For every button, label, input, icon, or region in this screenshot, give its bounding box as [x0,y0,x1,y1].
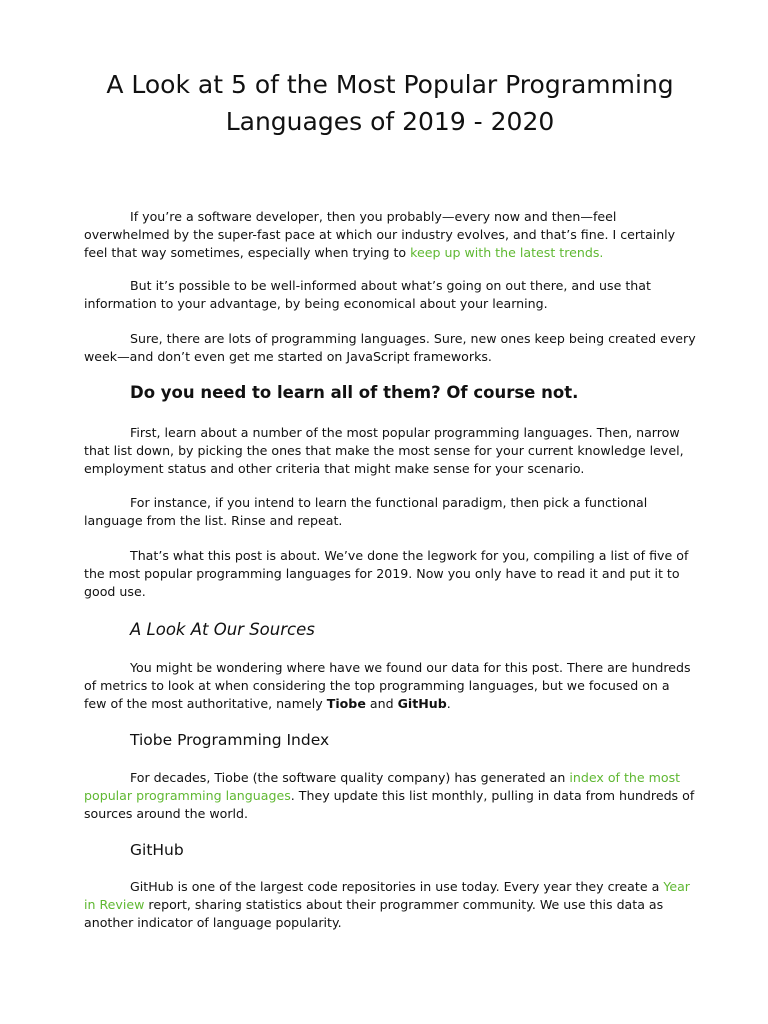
paragraph-github [84,878,696,932]
paragraph-languages: Sure, there are lots of programming languages. Sure, new ones keep being created every week—and don’t even get me started on JavaScript frameworks. [84,331,696,364]
tiobe-index-link[interactable]: index of the most popular programming languages [84,770,681,803]
heading-tiobe: Tiobe Programming Index [130,731,330,749]
trends-link[interactable]: keep up with the latest trends. [410,245,604,260]
paragraph-legwork: That’s what this post is about. We’ve done the legwork for you, compiling a list of five of the most popular programming languages for 2019. Now you only have to read it and put it to good use. [84,548,689,599]
paragraph-instance: For instance, if you intend to learn the functional paradigm, then pick a functional language from the list. Rinse and repeat. [84,495,648,528]
paragraph-tiobe [84,769,696,823]
year-in-review-link[interactable]: Year in Review [84,879,690,912]
paragraph-text: . [446,696,451,711]
heading-github: GitHub [130,841,184,859]
page-title: A Look at 5 of the Most Popular Programming Languages of 2019 - 2020 [106,70,674,136]
paragraph-intro [84,208,696,262]
paragraph-text: report, sharing statistics about their programmer community. We use this data as another indicator of language popularity. [84,897,664,930]
paragraph-text: You might be wondering where have we found our data for this post. There are hundreds of metrics to look at when considering the top programming languages, but we focused on a few of the most authoritative, namely [84,660,691,711]
paragraph-first: First, learn about a number of the most popular programming languages. Then, narrow that list down, by picking the ones that make the most sense for your current knowledge level, employment status and other criteria that might make sense for your scenario. [84,425,684,476]
paragraph-informed: But it’s possible to be well-informed about what’s going on out there, and use that information to your advantage, by being economical about your learning. [84,278,651,311]
paragraph-text: and [365,696,398,711]
paragraph-text: If you’re a software developer, then you probably—every now and then—feel overwhelmed by the super-fast pace at which our industry evolves, and that’s fine. I certainly feel that way sometimes, especially when trying to [84,209,676,260]
paragraph-text: . They update this list monthly, pulling in data from hundreds of sources around the world. [84,788,695,821]
paragraph-sources [84,659,696,713]
paragraph-text: GitHub is one of the largest code repositories in use today. Every year they create a [130,879,664,894]
tiobe-bold: Tiobe [326,696,366,711]
paragraph-text: For decades, Tiobe (the software quality company) has generated an [130,770,570,785]
heading-question: Do you need to learn all of them? Of course not. [130,383,579,402]
github-bold: GitHub [397,696,447,711]
heading-sources: A Look At Our Sources [130,620,315,639]
